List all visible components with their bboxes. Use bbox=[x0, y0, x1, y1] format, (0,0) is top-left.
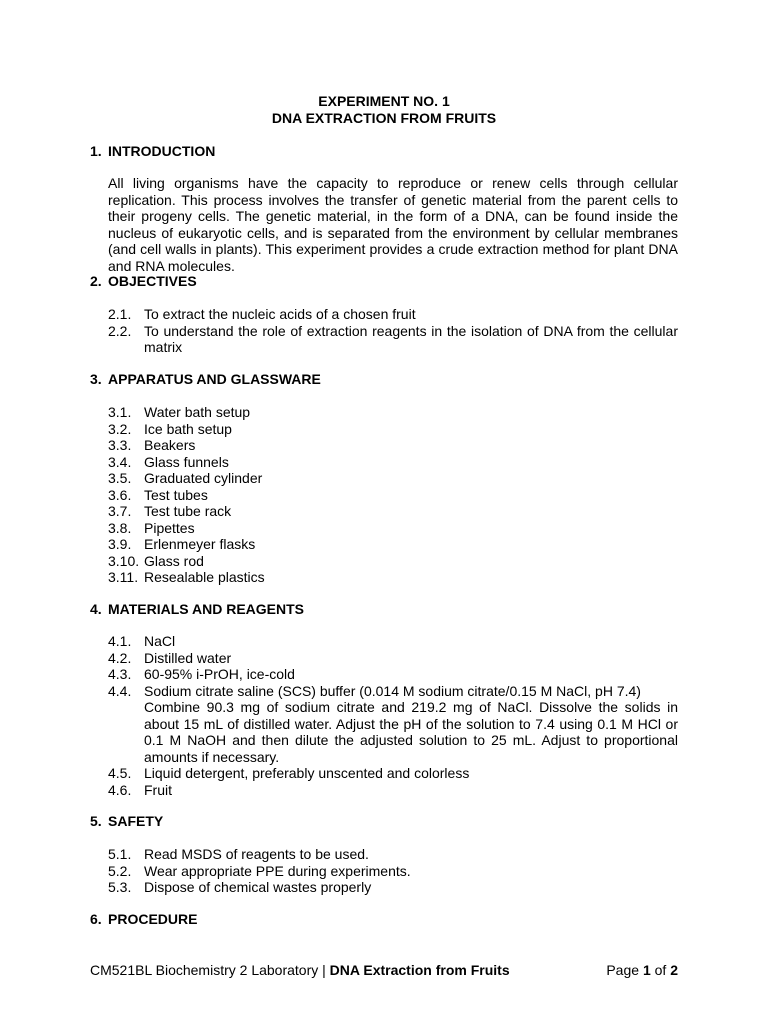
item-text: Dispose of chemical wastes properly bbox=[144, 879, 372, 895]
item-number: 3.3. bbox=[108, 437, 132, 453]
item-number: 2.2. bbox=[108, 322, 132, 339]
list-item bbox=[108, 666, 678, 683]
item-number: 4.3. bbox=[108, 666, 132, 682]
section-title: INTRODUCTION bbox=[108, 143, 216, 159]
section-number: 4. bbox=[90, 601, 102, 617]
item-text: Test tubes bbox=[144, 486, 208, 503]
item-text: To understand the role of extraction reagents in the isolation of DNA from the cellular matrix bbox=[144, 322, 678, 355]
item-number: 3.11. bbox=[108, 569, 139, 585]
safety-list bbox=[108, 846, 678, 896]
item-text: Test tube rack bbox=[144, 503, 232, 519]
list-item bbox=[108, 520, 678, 537]
list-item bbox=[108, 650, 678, 667]
item-text: Glass funnels bbox=[144, 453, 229, 470]
of-word: of bbox=[650, 962, 671, 978]
footer-doc-title: DNA Extraction from Fruits bbox=[329, 962, 510, 978]
footer-course bbox=[90, 962, 510, 978]
item-text: Water bath setup bbox=[144, 404, 251, 420]
current-page: 1 bbox=[642, 962, 651, 978]
item-text: Ice bath setup bbox=[144, 420, 232, 437]
section-number: 6. bbox=[90, 911, 102, 927]
section-number: 5. bbox=[90, 813, 102, 829]
section-heading-materials bbox=[90, 601, 304, 617]
list-item bbox=[108, 846, 678, 863]
list-item bbox=[108, 323, 678, 356]
item-text: NaCl bbox=[144, 633, 176, 649]
list-item bbox=[108, 879, 678, 896]
item-number: 4.2. bbox=[108, 649, 132, 666]
list-item bbox=[108, 633, 678, 650]
item-number: 3.9. bbox=[108, 536, 132, 552]
footer-course-text: CM521BL Biochemistry 2 Laboratory | bbox=[90, 962, 330, 978]
item-text: Beakers bbox=[144, 437, 196, 453]
item-text: Fruit bbox=[144, 781, 172, 798]
list-item bbox=[108, 782, 678, 799]
item-text: Read MSDS of reagents to be used. bbox=[144, 846, 369, 862]
page-title: DNA EXTRACTION FROM FRUITS bbox=[271, 110, 497, 126]
page-word: Page bbox=[606, 962, 643, 978]
item-number: 3.2. bbox=[108, 420, 132, 437]
page-number bbox=[606, 962, 678, 978]
item-text bbox=[144, 683, 678, 766]
materials-list bbox=[108, 633, 678, 798]
section-heading-apparatus bbox=[90, 371, 321, 387]
item-number: 5.3. bbox=[108, 879, 132, 895]
item-text: To extract the nucleic acids of a chosen fruit bbox=[144, 306, 416, 322]
list-item bbox=[108, 404, 678, 421]
item-number: 2.1. bbox=[108, 306, 132, 322]
list-item bbox=[108, 306, 678, 323]
item-number: 3.10. bbox=[108, 552, 140, 569]
list-item bbox=[108, 863, 678, 880]
item-text: Liquid detergent, preferably unscented and colorless bbox=[144, 765, 470, 781]
item-text: Wear appropriate PPE during experiments. bbox=[144, 862, 411, 879]
section-number: 1. bbox=[90, 143, 102, 159]
item-number: 5.2. bbox=[108, 862, 132, 879]
item-sub-text: Combine 90.3 mg of sodium citrate and 219.2 mg of NaCl. Dissolve the solids in about 15 mL of distilled water. Adjust the pH of the solution to 7.4 using 0.1 M HCl or 0.1 M NaOH and then dilute the adjusted solution to 25 mL. Adjust to proportional amounts if necessary. bbox=[144, 699, 678, 765]
item-number: 3.4. bbox=[108, 453, 132, 470]
item-number: 3.6. bbox=[108, 486, 132, 503]
list-item bbox=[108, 536, 678, 553]
section-number: 2. bbox=[90, 273, 102, 289]
list-item bbox=[108, 503, 678, 520]
item-number: 3.1. bbox=[108, 404, 132, 420]
list-item bbox=[108, 454, 678, 471]
section-heading-objectives bbox=[90, 273, 197, 289]
item-text: Pipettes bbox=[144, 519, 195, 536]
list-item bbox=[108, 765, 678, 782]
section-heading-safety bbox=[90, 813, 163, 829]
item-text: Erlenmeyer flasks bbox=[144, 536, 256, 552]
item-number: 4.5. bbox=[108, 765, 132, 781]
item-number: 3.5. bbox=[108, 470, 132, 486]
list-item bbox=[108, 487, 678, 504]
list-item bbox=[108, 470, 678, 487]
item-number: 4.4. bbox=[108, 682, 132, 699]
item-number: 4.6. bbox=[108, 781, 132, 798]
item-text: Resealable plastics bbox=[144, 569, 265, 585]
item-text: Distilled water bbox=[144, 649, 232, 666]
introduction-paragraph: All living organisms have the capacity to reproduce or renew cells through cellular replication. This process involves the transfer of genetic material from the parent cells to their progeny cells. The genetic material, in the form of a DNA, can be found inside the nucleus of eukaryotic cells, and is separated from the environment by cellular membranes (and cell walls in plants). This experiment provides a crude extraction method for plant DNA and RNA molecules. bbox=[108, 175, 678, 274]
list-item bbox=[108, 683, 678, 766]
section-heading-procedure bbox=[90, 911, 197, 927]
item-number: 3.8. bbox=[108, 519, 132, 536]
item-number: 5.1. bbox=[108, 846, 132, 862]
list-item bbox=[108, 437, 678, 454]
item-text: Graduated cylinder bbox=[144, 470, 263, 486]
section-title: APPARATUS AND GLASSWARE bbox=[108, 371, 321, 387]
item-number: 3.7. bbox=[108, 503, 132, 519]
section-heading-introduction bbox=[90, 143, 215, 159]
list-item bbox=[108, 569, 678, 586]
section-title: SAFETY bbox=[108, 813, 164, 829]
item-text: Glass rod bbox=[144, 552, 204, 569]
list-item bbox=[108, 553, 678, 570]
section-title: PROCEDURE bbox=[108, 911, 198, 927]
total-pages: 2 bbox=[670, 962, 678, 978]
item-text: 60-95% i-PrOH, ice-cold bbox=[144, 666, 295, 682]
experiment-number: EXPERIMENT NO. 1 bbox=[318, 93, 450, 109]
item-number: 4.1. bbox=[108, 633, 132, 649]
list-item bbox=[108, 421, 678, 438]
apparatus-list bbox=[108, 404, 678, 586]
section-number: 3. bbox=[90, 371, 102, 387]
objectives-list bbox=[108, 306, 678, 356]
section-title: MATERIALS AND REAGENTS bbox=[108, 601, 304, 617]
item-main-text: Sodium citrate saline (SCS) buffer (0.014 M sodium citrate/0.15 M NaCl, pH 7.4) bbox=[144, 682, 641, 699]
section-title: OBJECTIVES bbox=[108, 273, 197, 289]
